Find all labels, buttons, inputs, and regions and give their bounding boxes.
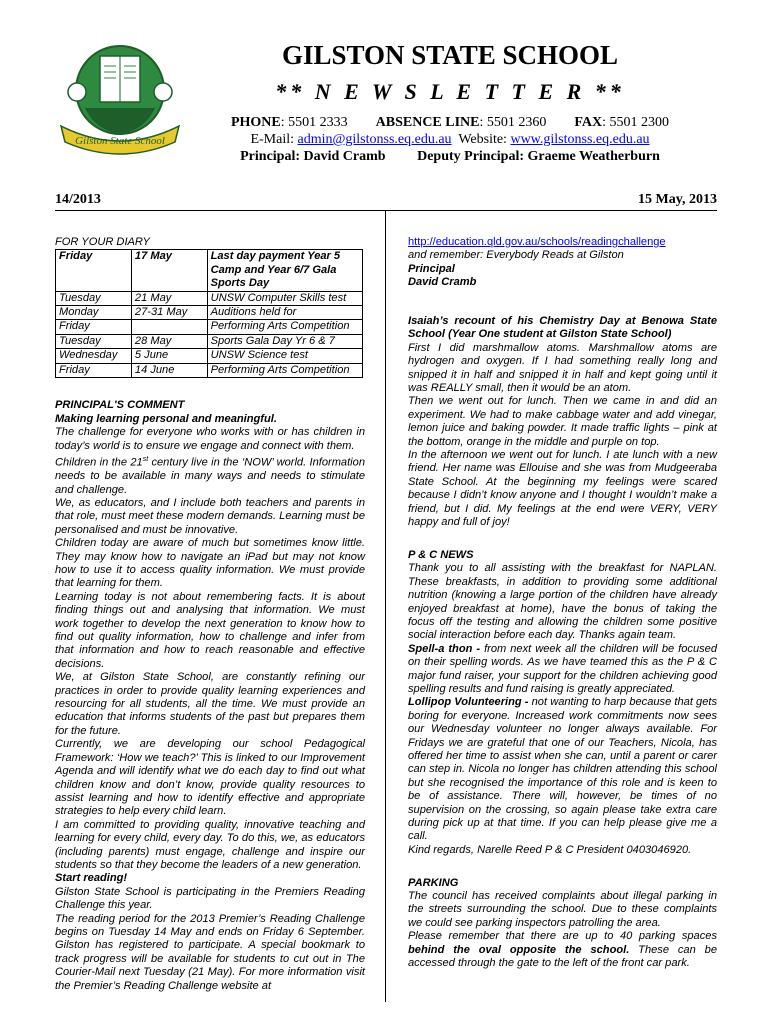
principal-paragraph: I am committed to providing quality, innovative teaching and learning for every child, every day. To do this, we, as educators (including parents) must engage, challenge and inspire our students so that they become the leaders of a new generation. (55, 818, 365, 871)
diary-day: Friday (56, 363, 132, 377)
logo-ball-right-icon (154, 83, 172, 101)
principal-paragraph: Children today are aware of much but sometimes know little. They may know how to navigate an iPad but may not know how to use it to access quality information. We must provide that learning for them. (55, 537, 365, 590)
principal-line (210, 148, 690, 165)
diary-date (131, 320, 207, 334)
column-divider (385, 210, 386, 1002)
principal-paragraph: We, at Gilston State School, are constantly refining our practices in order to provide quality learning experiences and resourcing for all students, all the time. We must provide an education that informs students of the past but prepares them for the future. (55, 671, 365, 737)
start-reading-heading: Start reading! (55, 872, 128, 885)
diary-row (56, 306, 363, 320)
diary-event: Performing Arts Competition (207, 363, 362, 377)
phone-label: PHONE (230, 115, 281, 130)
email-website-line (210, 131, 690, 148)
signature-title: Principal (408, 262, 455, 275)
newsletter-header (210, 38, 690, 165)
principal-paragraph: The challenge for everyone who works with or has children in today’s world is to ensure we engage and connect with them. (55, 426, 365, 452)
absence-number: 5501 2360 (486, 115, 547, 130)
diary-day: Friday (56, 250, 132, 291)
principal-paragraph: Gilston State School is participating in the Premiers Reading Challenge this year. (55, 885, 365, 912)
fax-label: FAX (574, 115, 603, 130)
contact-line: PHONE: 5501 2333 ABSENCE LINE: 5501 2360 FAX: 5501 2300 (230, 115, 670, 130)
chemistry-paragraph: First I did marshmallow atoms. Marshmallow atoms are hydrogen and oxygen. If I had something really long and snipped it in half and snipped it in half and kept going until it was REALLY small, then it would be an atom. (408, 341, 717, 395)
diary-date: 14 June (131, 363, 207, 377)
principal-comment-subheading: Making learning personal and meaningful. (55, 412, 277, 425)
header-divider (55, 210, 717, 211)
school-name: GILSTON STATE SCHOOL (281, 40, 619, 70)
pc-news-heading: P & C NEWS (408, 548, 474, 561)
signature-name: David Cramb (408, 276, 477, 289)
diary-row (56, 363, 363, 377)
website-link[interactable]: www.gilstonss.eq.edu.au (510, 132, 650, 147)
diary-heading: FOR YOUR DIARY (55, 236, 150, 248)
deputy-principal-name: Deputy Principal: Graeme Weatherburn (417, 149, 660, 164)
spell-a-thon-paragraph: Spell-a thon - from next week all the children will be focused on their spelling words. As we have teamed this as the P & C major fund raiser, your support for the children achieving good spelling results and fund raising is greatly appreciated. (408, 642, 717, 695)
left-column (55, 236, 365, 993)
diary-row (56, 334, 363, 348)
diary-table (55, 249, 363, 378)
diary-day: Wednesday (56, 349, 132, 363)
diary-row (56, 349, 363, 363)
parking-paragraph: Please remember that there are up to 40 parking spaces behind the oval opposite the school. These can be accessed through the gate to the left of the front car park. (408, 930, 717, 970)
diary-event: Auditions held for (207, 306, 362, 320)
pc-news-signoff: Kind regards, Narelle Reed P & C President 0403046920. (408, 843, 692, 856)
issue-date: 15 May, 2013 (638, 192, 717, 207)
diary-date: 21 May (131, 291, 207, 305)
principal-name: Principal: David Cramb (240, 149, 386, 164)
diary-event: UNSW Science test (207, 349, 362, 363)
logo-banner-text: Gilston State School (75, 135, 165, 147)
diary-day: Tuesday (56, 291, 132, 305)
chemistry-paragraph: Then we went out for lunch. Then we came in and did an experiment. We had to make cabbage water and add vinegar, lemon juice and baking powder. It made traffic lights – pink at the bottom, orange in the middle and purple on top. (408, 395, 717, 448)
school-logo (55, 38, 185, 156)
newsletter-title: ** N E W S L E T T E R ** (275, 79, 625, 104)
chemistry-heading: Isaiah’s recount of his Chemistry Day at Benowa State School (Year One student at Gilston State School) (408, 315, 717, 341)
principal-paragraph: The reading period for the 2013 Premier’s Reading Challenge begins on Tuesday 14 May and ends on Friday 6 September. Gilston has registered to participate. A special bookmark to track progress will be available for students to cut out in The Courier-Mail next Tuesday (21 May). For more information visit the Premier’s Reading Challenge website at (55, 912, 365, 992)
diary-event: Sports Gala Day Yr 6 & 7 (207, 334, 362, 348)
diary-date: 28 May (131, 334, 207, 348)
issue-number: 14/2013 (55, 192, 101, 207)
diary-row (56, 291, 363, 305)
principal-paragraph: We, as educators, and I include both teachers and parents in that role, must meet these modern demands. Learning must be personalised and must be innovative. (55, 496, 365, 536)
parking-heading: PARKING (408, 876, 459, 889)
diary-date: 5 June (131, 349, 207, 363)
principal-paragraph: Learning today is not about remembering facts. It is about finding things out and analysing that information. We must work together to develop the next generation to know how to find out quality information, how to challenge and infer from that information and how to reach reasonable and effective decisions. (55, 590, 365, 670)
website-label: Website: (458, 132, 507, 147)
absence-label: ABSENCE LINE (375, 115, 480, 130)
fax-number: 5501 2300 (609, 115, 670, 130)
diary-day: Tuesday (56, 334, 132, 348)
diary-event: UNSW Computer Skills test (207, 291, 362, 305)
pc-news-paragraph: Thank you to all assisting with the breakfast for NAPLAN. These breakfasts, in addition to providing some additional nutrition (knowing a large portion of the children have already enjoyed breakfast at home), have the bonus of taking the focus off the testing and allowing the children some positive social interaction before each day. Thanks again team. (408, 562, 717, 642)
diary-event: Performing Arts Competition (207, 320, 362, 334)
everybody-reads-line: and remember: Everybody Reads at Gilston (408, 249, 624, 262)
right-column (408, 236, 717, 970)
diary-row (56, 250, 363, 291)
parking-paragraph: The council has received complaints about illegal parking in the streets surrounding the school. Due to these complaints we could see parking inspectors patrolling the area. (408, 890, 717, 929)
diary-date: 27-31 May (131, 306, 207, 320)
diary-day: Friday (56, 320, 132, 334)
chemistry-paragraph: In the afternoon we went out for lunch. I ate lunch with a new friend. Her name was Ellouise and she was from Mudgeeraba State School. At the beginning my feelings were scared because I didn’t know anyone and I thought I wouldn’t make a friend, but I did. My feelings at the end were VERY, VERY happy and full of joy! (408, 449, 717, 529)
reading-challenge-link[interactable]: http://education.qld.gov.au/schools/readingchallenge (408, 236, 666, 248)
diary-day: Monday (56, 306, 132, 320)
lollipop-paragraph: Lollipop Volunteering - not wanting to harp because that gets boring for everyone. Increased work commitments now sees our Wednesday volunteer no longer always available. For Fridays we are grateful that one of our Teachers, Nicola, has offered her time to assist when she can, until a parent or carer can step in. Nicola no longer has children attending this school but she recognised the importance of this role and is keen to be of assistance. There will, however, be times of no supervision on the crossing, so again please take extra care during pick up at that time. If you can help please give me a call. (408, 696, 718, 843)
logo-ball-left-icon (68, 83, 86, 101)
logo-emblem-hand (85, 108, 155, 134)
diary-date: 17 May (131, 250, 207, 291)
principal-paragraph: Currently, we are developing our school Pedagogical Framework: ‘How we teach?’ This is linked to our Improvement Agenda and will identify what we do each day to find out what children know and don’t know, provide quality resources to assist learning and how to identify effective and appropriate strategies to help every child learn. (55, 738, 365, 818)
principal-paragraph: Children in the 21st century live in the ‘NOW’ world. Information needs to be available in many ways and needs to stimulate and challenge. (55, 456, 365, 496)
phone-number: 5501 2333 (288, 115, 348, 130)
diary-row (56, 320, 363, 334)
email-label: E-Mail: (250, 132, 295, 147)
email-link[interactable]: admin@gilstonss.eq.edu.au (297, 132, 452, 147)
diary-event: Last day payment Year 5 Camp and Year 6/7 Gala Sports Day (207, 250, 362, 291)
principal-comment-heading: PRINCIPAL'S COMMENT (55, 399, 185, 412)
